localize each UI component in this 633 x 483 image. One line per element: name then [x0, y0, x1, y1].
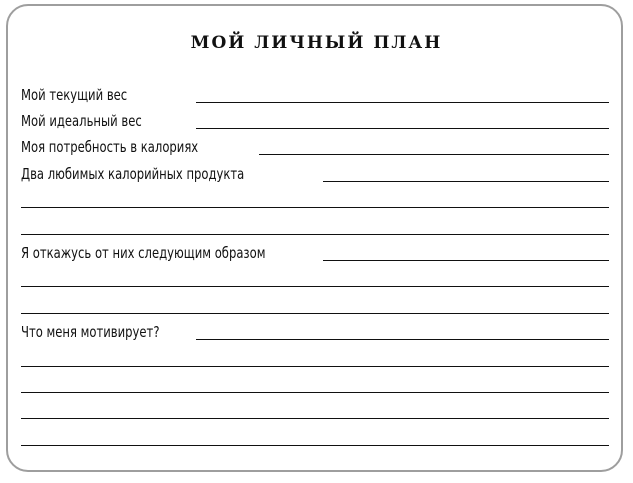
- ideal-weight-input-line[interactable]: [196, 128, 609, 129]
- current-weight-label: Мой текущий вес: [21, 86, 128, 104]
- favorite-foods-extra-line-2[interactable]: [21, 234, 609, 235]
- calorie-needs-input-line[interactable]: [259, 154, 609, 155]
- give-up-method-input-line[interactable]: [323, 260, 609, 261]
- motivation-extra-line-3[interactable]: [21, 418, 609, 419]
- give-up-method-extra-line-2[interactable]: [21, 313, 609, 314]
- give-up-method-extra-line-1[interactable]: [21, 286, 609, 287]
- ideal-weight-label: Мой идеальный вес: [21, 112, 142, 130]
- motivation-label: Что меня мотивирует?: [21, 323, 160, 341]
- favorite-foods-input-line[interactable]: [323, 181, 609, 182]
- plan-card: [6, 4, 623, 472]
- motivation-extra-line-1[interactable]: [21, 366, 609, 367]
- current-weight-input-line[interactable]: [196, 102, 609, 103]
- motivation-extra-line-2[interactable]: [21, 392, 609, 393]
- give-up-method-label: Я откажусь от них следующим образом: [21, 244, 266, 262]
- form-title: МОЙ ЛИЧНЫЙ ПЛАН: [190, 33, 443, 53]
- motivation-extra-line-4[interactable]: [21, 445, 609, 446]
- calorie-needs-label: Моя потребность в калориях: [21, 138, 199, 156]
- favorite-foods-label: Два любимых калорийных продукта: [21, 165, 245, 183]
- favorite-foods-extra-line-1[interactable]: [21, 207, 609, 208]
- motivation-input-line[interactable]: [196, 339, 609, 340]
